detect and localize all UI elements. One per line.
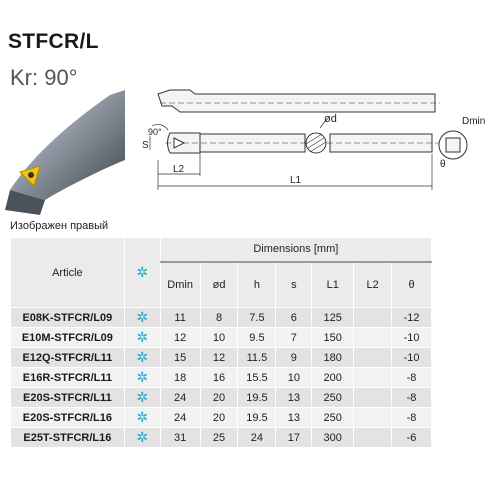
cell-s: 13: [276, 408, 312, 428]
cell-theta: -10: [392, 348, 432, 368]
article-cell: E12Q-STFCR/L11: [11, 348, 125, 368]
article-header: Article: [11, 238, 125, 308]
article-cell: E25T-STFCR/L16: [11, 428, 125, 448]
table-row: [11, 428, 432, 448]
l1-label: L1: [290, 175, 302, 186]
cell-od: 8: [200, 308, 238, 328]
article-cell: E20S-STFCR/L11: [11, 388, 125, 408]
table-row: [11, 368, 432, 388]
approach-angle-label: Kr: 90°: [10, 65, 78, 90]
cell-dmin: 24: [160, 408, 200, 428]
cell-l1: 250: [312, 388, 354, 408]
s-label: S: [142, 140, 149, 151]
cell-h: 15.5: [238, 368, 276, 388]
table-row: [11, 348, 432, 368]
tool-photo: [0, 90, 125, 215]
cell-theta: -8: [392, 408, 432, 428]
snowflake-icon: ✲: [124, 368, 160, 388]
cell-l2: [354, 428, 392, 448]
cell-h: 9.5: [238, 328, 276, 348]
cell-l1: 150: [312, 328, 354, 348]
cell-dmin: 24: [160, 388, 200, 408]
col-header-theta: θ: [392, 262, 432, 308]
cell-theta: -6: [392, 428, 432, 448]
table-row: [11, 388, 432, 408]
col-header-l2: L2: [354, 262, 392, 308]
cell-theta: -8: [392, 388, 432, 408]
cell-l1: 250: [312, 408, 354, 428]
cell-od: 25: [200, 428, 238, 448]
product-title: STFCR/L: [8, 30, 99, 53]
cell-s: 9: [276, 348, 312, 368]
table-row: [11, 308, 432, 328]
cell-s: 17: [276, 428, 312, 448]
cell-l2: [354, 368, 392, 388]
dimensions-header: Dimensions [mm]: [160, 238, 431, 262]
diameter-label: ød: [324, 113, 337, 125]
cell-theta: -12: [392, 308, 432, 328]
col-header-s: s: [276, 262, 312, 308]
theta-label: θ: [440, 159, 446, 170]
cell-l2: [354, 408, 392, 428]
cell-l1: 200: [312, 368, 354, 388]
cell-h: 7.5: [238, 308, 276, 328]
cell-dmin: 11: [160, 308, 200, 328]
cell-h: 19.5: [238, 388, 276, 408]
cell-s: 6: [276, 308, 312, 328]
article-cell: E16R-STFCR/L11: [11, 368, 125, 388]
cell-s: 7: [276, 328, 312, 348]
cell-l2: [354, 328, 392, 348]
cell-theta: -8: [392, 368, 432, 388]
cell-l2: [354, 388, 392, 408]
cell-od: 12: [200, 348, 238, 368]
snowflake-icon: ✲: [124, 408, 160, 428]
snowflake-icon: ✲: [124, 348, 160, 368]
cell-s: 10: [276, 368, 312, 388]
l2-label: L2: [173, 164, 185, 175]
cell-od: 16: [200, 368, 238, 388]
cell-l2: [354, 348, 392, 368]
cell-l1: 125: [312, 308, 354, 328]
snowflake-icon: ✲: [124, 428, 160, 448]
specification-table: [10, 237, 432, 448]
article-cell: E10M-STFCR/L09: [11, 328, 125, 348]
cell-l1: 300: [312, 428, 354, 448]
angle-label: 90°: [148, 127, 162, 137]
technical-drawing: [140, 78, 500, 193]
cell-h: 11.5: [238, 348, 276, 368]
cell-dmin: 18: [160, 368, 200, 388]
col-header-h: h: [238, 262, 276, 308]
cell-h: 19.5: [238, 408, 276, 428]
snowflake-icon: ✲: [124, 238, 160, 308]
article-cell: E08K-STFCR/L09: [11, 308, 125, 328]
dmin-label: Dmin: [462, 116, 486, 127]
cell-l1: 180: [312, 348, 354, 368]
col-header-dmin: Dmin: [160, 262, 200, 308]
cell-dmin: 12: [160, 328, 200, 348]
snowflake-icon: ✲: [124, 308, 160, 328]
image-caption: Изображен правый: [10, 220, 109, 232]
cell-theta: -10: [392, 328, 432, 348]
article-cell: E20S-STFCR/L16: [11, 408, 125, 428]
col-header-od: ød: [200, 262, 238, 308]
cell-dmin: 31: [160, 428, 200, 448]
snowflake-icon: ✲: [124, 388, 160, 408]
cell-od: 20: [200, 388, 238, 408]
snowflake-icon: ✲: [124, 328, 160, 348]
table-row: [11, 328, 432, 348]
cell-od: 20: [200, 408, 238, 428]
cell-od: 10: [200, 328, 238, 348]
cell-h: 24: [238, 428, 276, 448]
table-row: [11, 408, 432, 428]
cell-dmin: 15: [160, 348, 200, 368]
col-header-l1: L1: [312, 262, 354, 308]
cell-l2: [354, 308, 392, 328]
cell-s: 13: [276, 388, 312, 408]
